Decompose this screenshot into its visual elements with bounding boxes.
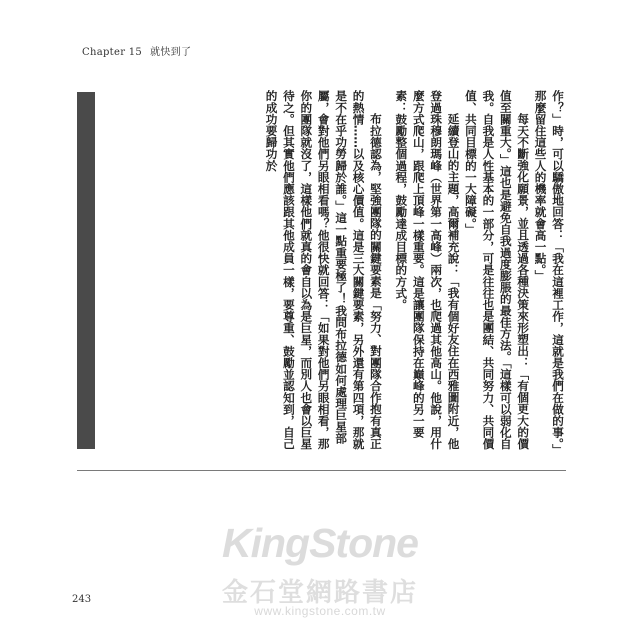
kingstone-watermark-logo: KingStone xyxy=(222,520,418,566)
watermark-store-name: 金石堂網路書店 xyxy=(221,578,418,608)
body-text xyxy=(112,90,566,460)
paragraph-4: 布拉德認為，堅強團隊的關鍵要素是「努力、對團隊合作抱有真正的熱情……以及核心價值。這是三大關鍵要素，另外還有第四項，那就是不在乎功勞歸於誰。」這一點重要極了！我問布拉德如何處理巨星部屬，會對他們另眼相看嗎？他很快就回答：「如果對他們另眼相看，那你的團隊就沒了，這樣他們就真的會自以為是巨星，而別人也會以巨星待之。但其實他們應該跟其他成員一樣，要尊重、鼓勵並認知到，自己的成功要歸功於 xyxy=(264,90,383,450)
page-number: 243 xyxy=(72,594,92,605)
chapter-label: Chapter 15 xyxy=(82,47,143,58)
paragraph-2: 每天不斷強化願景，並且透過各種決策來形塑出：「有個更大的價值至關重大。」這也是避免自我過度膨脹的最佳方法。「這樣可以弱化自我。自我是人性基本的一部分，可是往往也是團結、共同努力、共同價值、共同目標的一大障礙。」 xyxy=(463,90,531,450)
paragraph-3: 延續登山的主題，高爾補充說：「我有個好友住在西雅圖附近，他登過珠穆朗瑪峰（世界第一高峰）兩次，也爬過其他高山。他說，用什麼方式爬山，跟爬上頂峰一樣重要。這是讓團隊保持在巔峰的另一要素：鼓勵整個過程，鼓勵達成目標的方式。 xyxy=(394,90,461,450)
chapter-side-bar xyxy=(77,92,95,449)
footer-rule xyxy=(77,470,566,471)
running-header xyxy=(82,43,191,58)
paragraph-1: 作？」時，可以驕傲地回答：「我在這裡工作，這就是我們在做的事。」那麼留住這些人的機率就會高一點。」 xyxy=(533,90,565,456)
watermark-url: www.kingstone.com.tw xyxy=(254,604,386,618)
chapter-title: 就快到了 xyxy=(150,47,192,58)
